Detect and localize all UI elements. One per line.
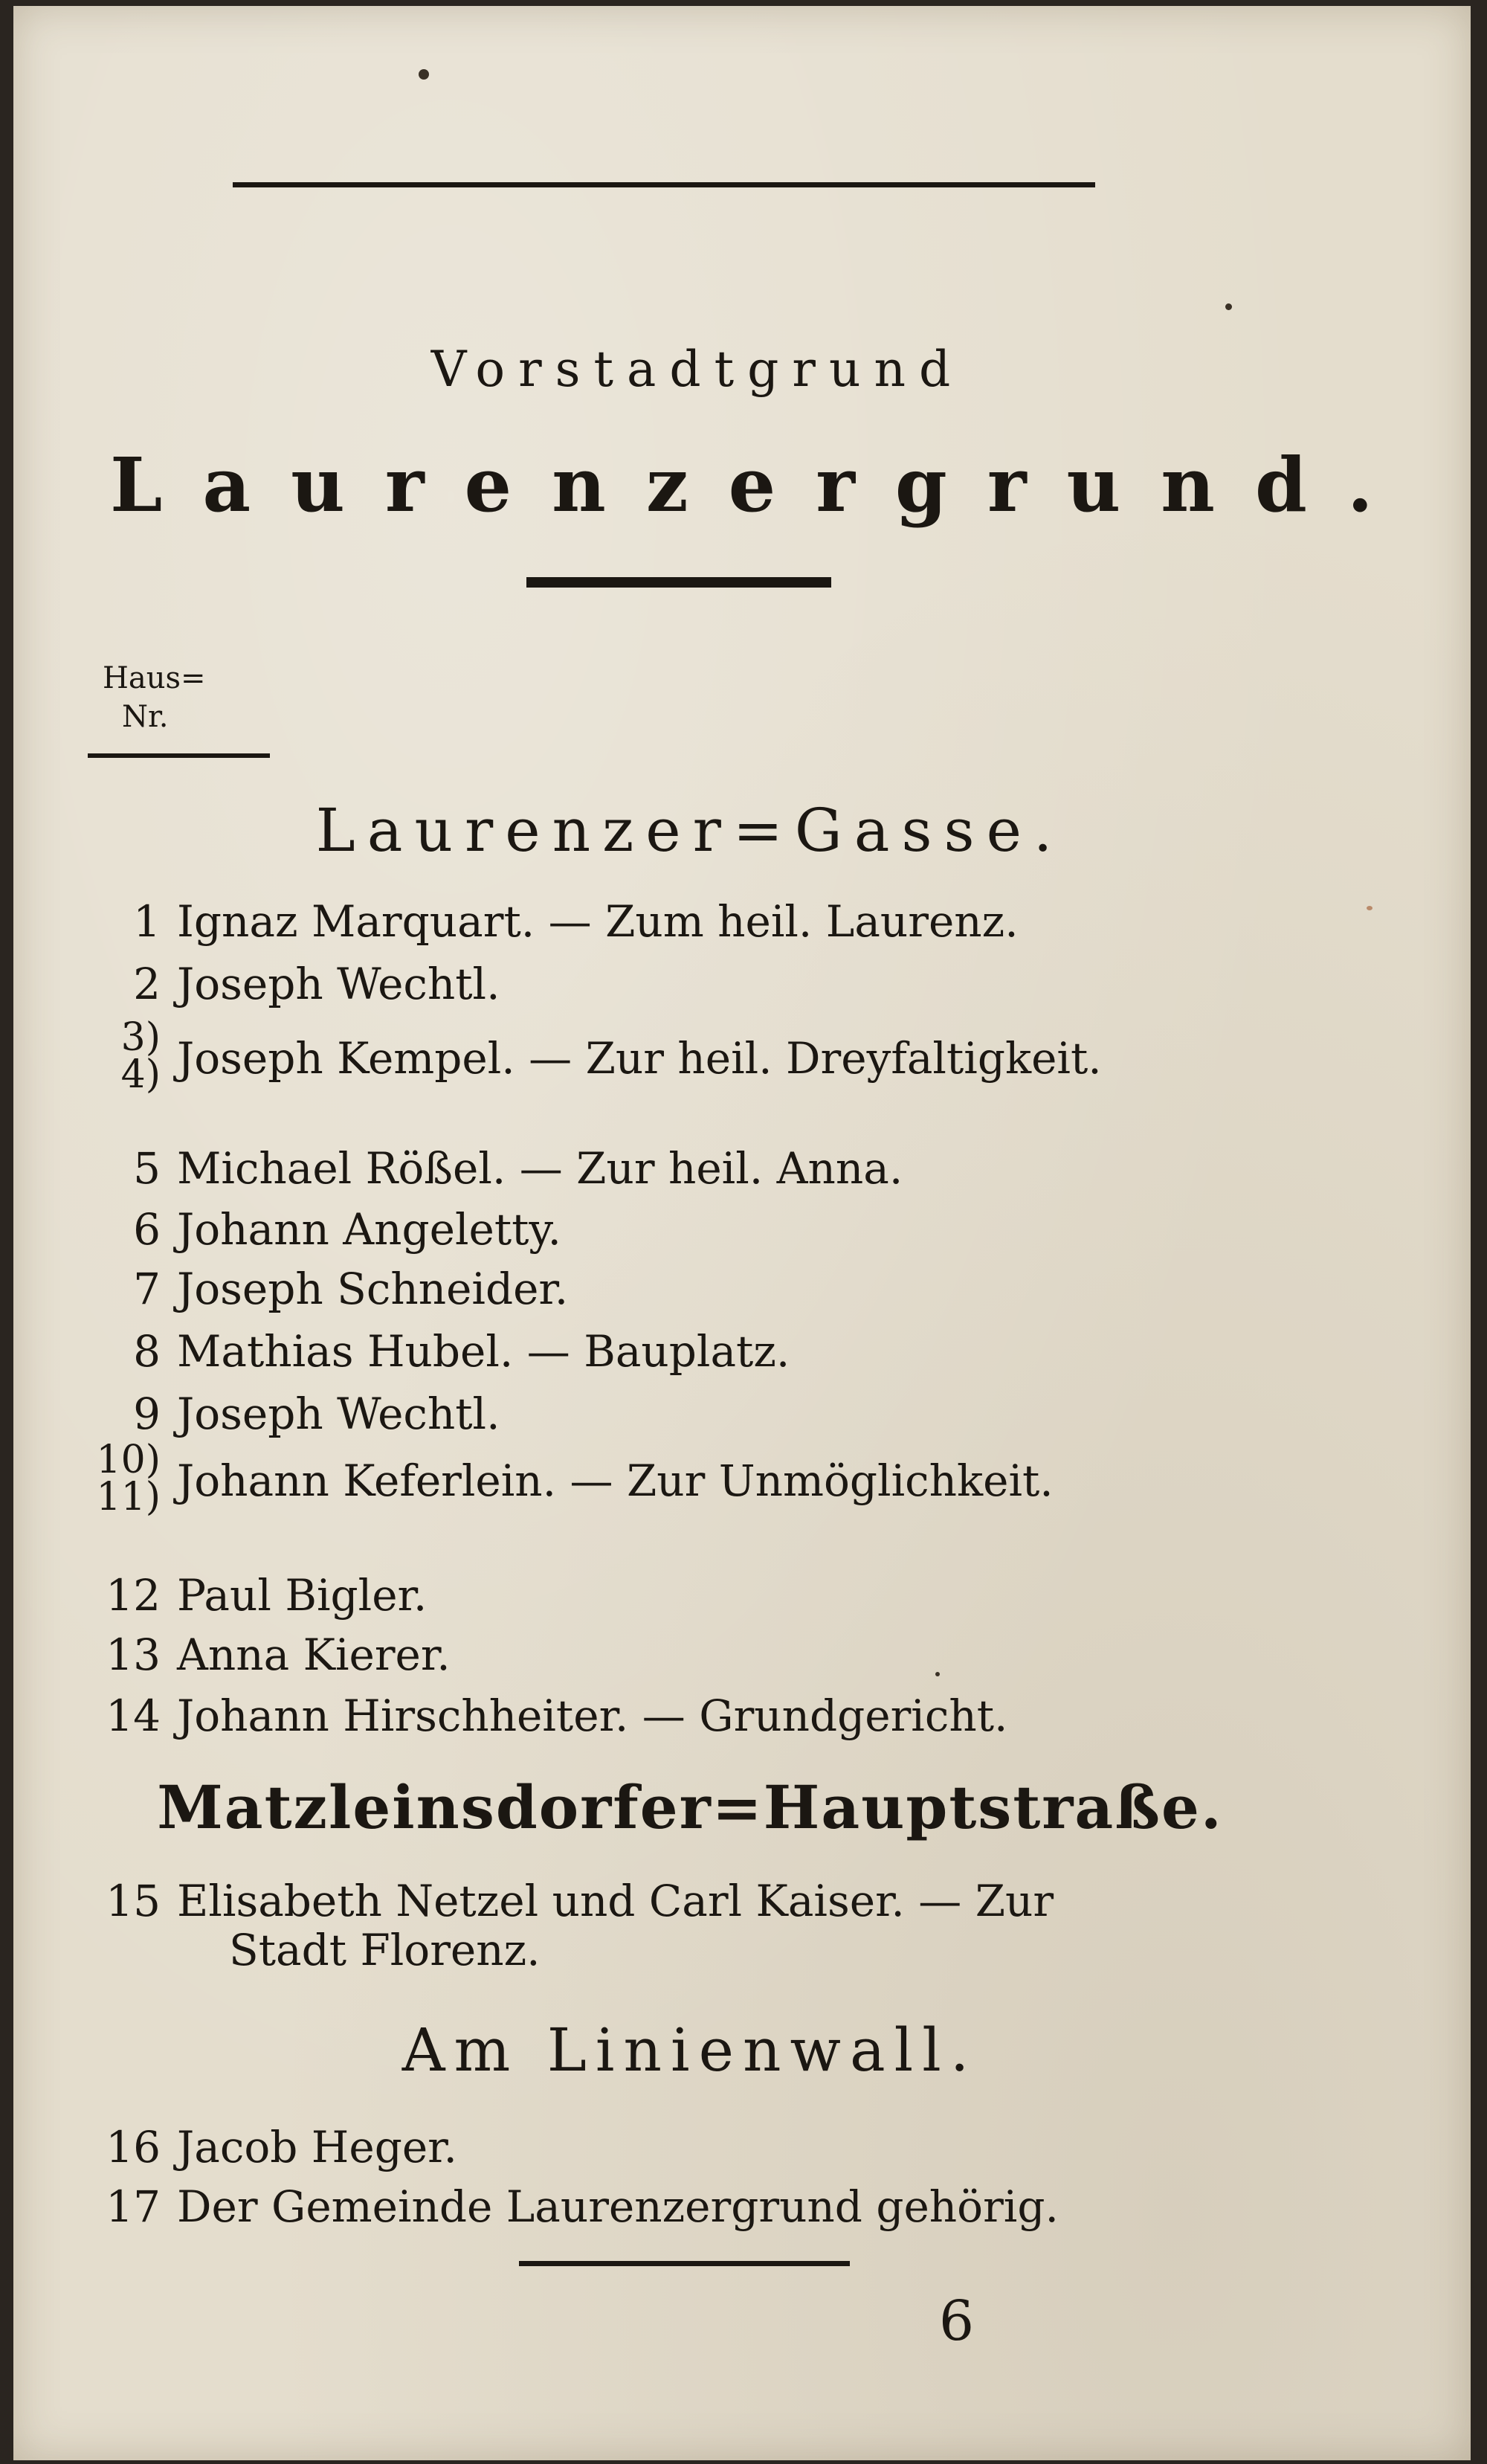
- house-number: 1: [133, 896, 161, 947]
- entry-text: Joseph Wechtl.: [177, 959, 500, 1009]
- top-rule: [233, 182, 1095, 187]
- page-label: Vorstadtgrund: [430, 341, 964, 398]
- list-item: [58, 897, 1277, 946]
- entry-text: Joseph Wechtl.: [177, 1389, 500, 1439]
- section-heading-matzleinsdorfer-hauptstrasse: Matzleinsdorfer=Hauptstraße.: [157, 1772, 1223, 1842]
- house-number: 8: [133, 1326, 161, 1377]
- page-number: 6: [939, 2289, 975, 2353]
- house-number: 7: [133, 1264, 161, 1314]
- paper-speck: [1225, 303, 1232, 310]
- house-number-pair: [58, 1438, 177, 1519]
- bottom-rule: [519, 2261, 850, 2266]
- paper-speck: [419, 69, 429, 80]
- entry-text: Johann Angeletty.: [177, 1204, 561, 1255]
- house-number: 9: [133, 1389, 161, 1439]
- entry-text-block: [177, 1876, 1262, 1975]
- section-heading-am-linienwall: Am Linienwall.: [401, 2016, 978, 2085]
- list-item: [58, 2182, 1277, 2231]
- list-item: [58, 1438, 1277, 1519]
- title-rule: [526, 577, 831, 588]
- entry-text: Elisabeth Netzel und Carl Kaiser. — Zur: [177, 1876, 1054, 1926]
- house-number: 13: [106, 1630, 161, 1680]
- page-title: Laurenzergrund.: [110, 441, 1413, 529]
- list-item: [58, 1876, 1277, 1975]
- house-number: 2: [133, 959, 161, 1009]
- column-header-line-2: Nr.: [122, 700, 169, 734]
- column-header-line-1: Haus=: [103, 661, 206, 695]
- list-item: [58, 1691, 1277, 1740]
- house-number: 3): [120, 1015, 161, 1060]
- list-item: [58, 959, 1277, 1009]
- house-number: 4): [120, 1052, 161, 1097]
- list-item: [58, 2123, 1277, 2172]
- house-number: 12: [106, 1570, 161, 1621]
- entry-text: Der Gemeinde Laurenzergrund gehörig.: [177, 2181, 1059, 2232]
- entry-text: Jacob Heger.: [177, 2122, 457, 2172]
- list-item: [58, 1205, 1277, 1254]
- section-heading-laurenzer-gasse: Laurenzer=Gasse.: [315, 796, 1065, 865]
- house-number: 14: [106, 1691, 161, 1741]
- list-item: [58, 1327, 1277, 1376]
- house-number: 5: [133, 1143, 161, 1194]
- list-item: [58, 1389, 1277, 1438]
- entry-text-continuation: Stadt Florenz.: [229, 1925, 541, 1975]
- entry-text: Joseph Schneider.: [177, 1264, 569, 1314]
- house-number: 6: [133, 1204, 161, 1255]
- house-number: 10): [96, 1438, 161, 1482]
- entry-text: Paul Bigler.: [177, 1570, 428, 1621]
- house-number-pair: [58, 1015, 177, 1097]
- house-number: 15: [106, 1876, 161, 1926]
- entry-text: Johann Keferlein. — Zur Unmöglichkeit.: [177, 1455, 1054, 1506]
- list-item: [58, 1015, 1277, 1097]
- entry-text: Anna Kierer.: [177, 1630, 451, 1680]
- house-number: 11): [96, 1475, 161, 1519]
- entry-text: Mathias Hubel. — Bauplatz.: [177, 1326, 790, 1377]
- paper-speck: [935, 1672, 940, 1676]
- house-number: 17: [106, 2181, 161, 2232]
- entry-text: Ignaz Marquart. — Zum heil. Laurenz.: [177, 896, 1019, 947]
- column-header-rule: [88, 753, 270, 758]
- entry-text: Joseph Kempel. — Zur heil. Dreyfaltigkeit.: [177, 1033, 1102, 1084]
- list-item: [58, 1144, 1277, 1193]
- house-number: 16: [106, 2122, 161, 2172]
- list-item: [58, 1264, 1277, 1313]
- paper-speck: [1367, 906, 1373, 910]
- house-number-column-header: [103, 659, 206, 736]
- list-item: [58, 1571, 1277, 1620]
- entry-text: Johann Hirschheiter. — Grundgericht.: [177, 1691, 1008, 1741]
- book-page: [13, 6, 1471, 2460]
- entry-text: Michael Rößel. — Zur heil. Anna.: [177, 1143, 903, 1194]
- list-item: [58, 1630, 1277, 1679]
